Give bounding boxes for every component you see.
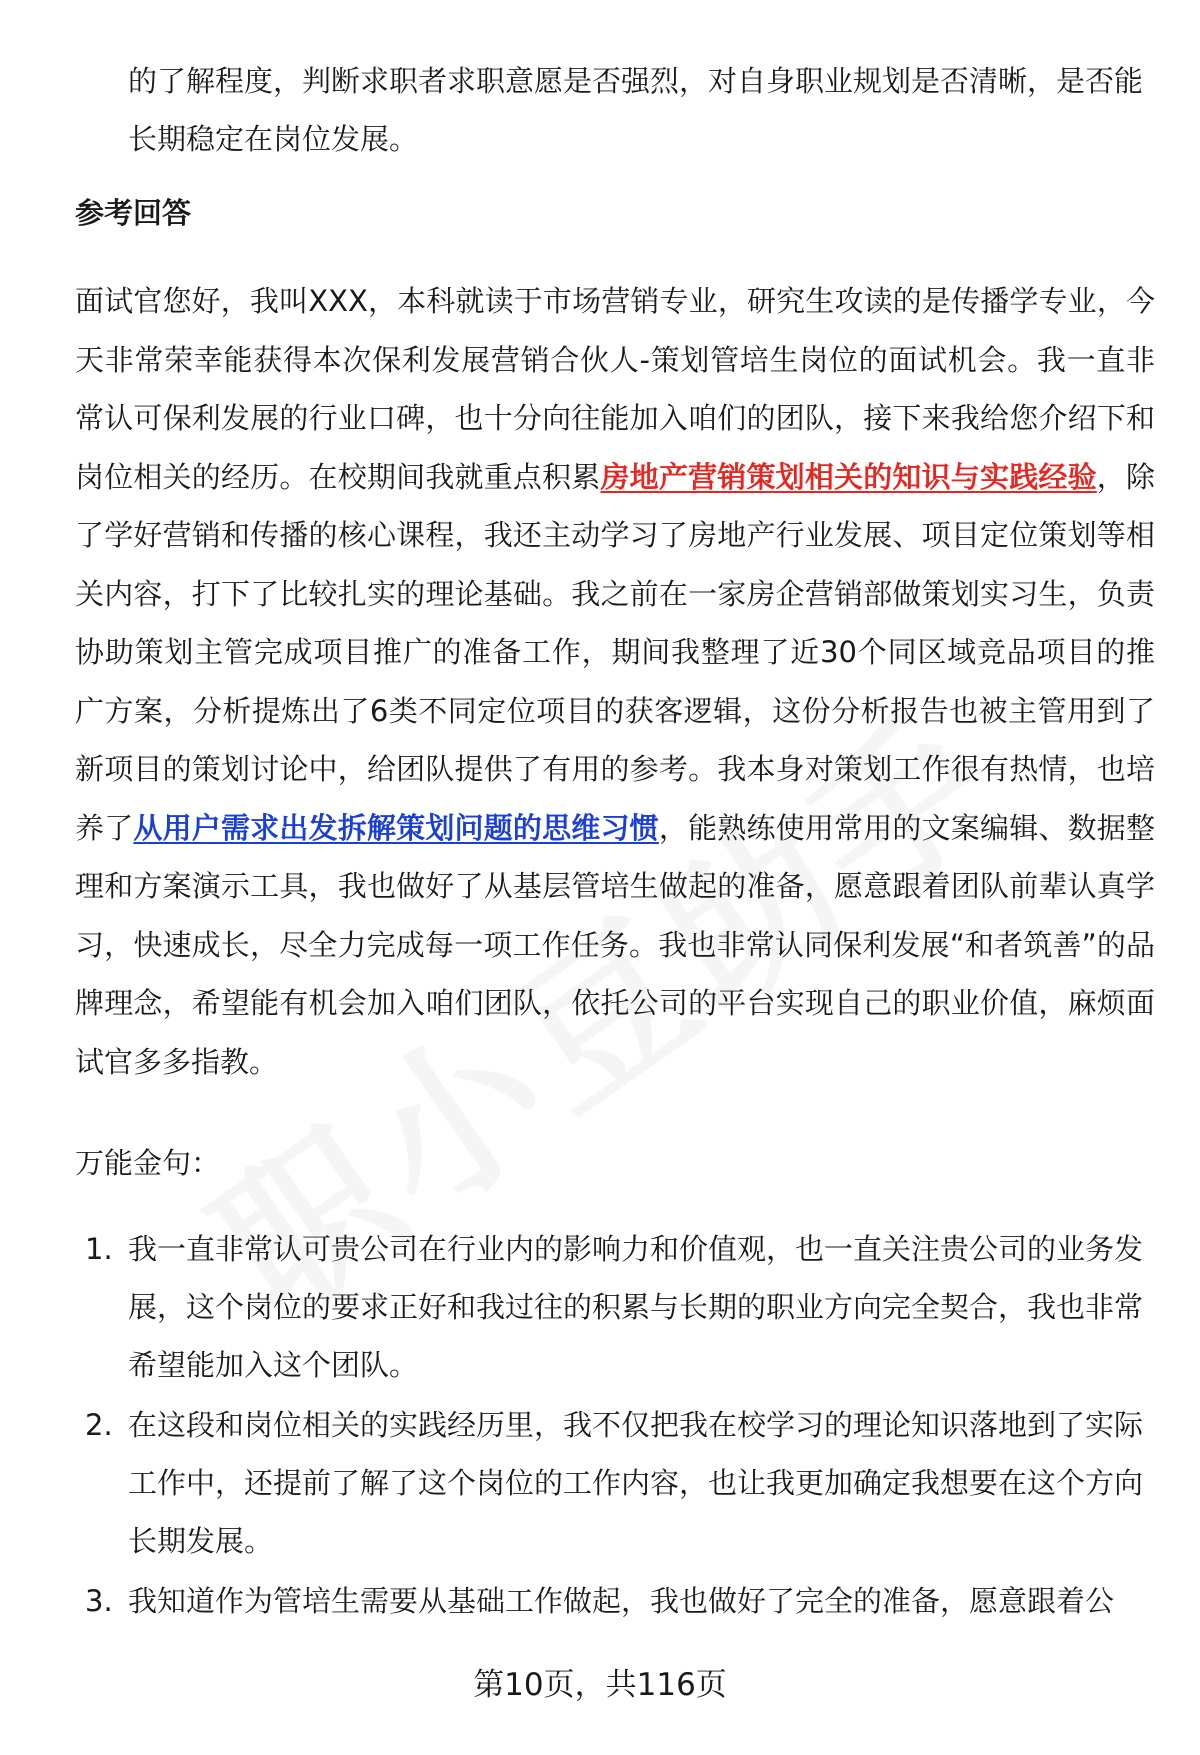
highlight-blue: 从用户需求出发拆解策划问题的思维习惯 — [133, 810, 659, 845]
intro-paragraph: 的了解程度，判断求职者求职意愿是否强烈，对自身职业规划是否清晰，是否能长期稳定在岗位发展。 — [128, 64, 1144, 156]
list-item — [75, 1572, 1155, 1630]
answer-text-part1: 面试官您好，我叫XXX，本科就读于市场营销专业，研究生攻读的是传播学专业，今天非常荣幸能获得本次保利发展营销合伙人-策划管培生岗位的面试机会。我一直非常认可保利发展的行业口碑，也十分向往能加入咱们的团队，接下来我给您介绍下和岗位相关的经历。在校期间我就重点积累 — [75, 284, 1155, 494]
highlight-red: 房地产营销策划相关的知识与实践经验 — [600, 459, 1097, 494]
answer-text-part2: ，除了学好营销和传播的核心课程，我还主动学习了房地产行业发展、项目定位策划等相关内容，打下了比较扎实的理论基础。我之前在一家房企营销部做策划实习生，负责协助策划主管完成项目推广的准备工作，期间我整理了近30个同区域竞品项目的推广方案，分析提炼出了6类不同定位项目的获客逻辑，这份分析报告也被主管用到了新项目的策划讨论中，给团队提供了有用的参考。我本身对策划工作很有热情，也培养了 — [75, 459, 1155, 845]
page-number: 第10页，共116页 — [473, 1667, 727, 1703]
answer-text-part3: ，能熟练使用常用的文案编辑、数据整理和方案演示工具，我也做好了从基层管培生做起的准备，愿意跟着团队前辈认真学习，快速成长，尽全力完成每一项工作任务。我也非常认同保利发展“和者筑善”的品牌理念，希望能有机会加入咱们团队，依托公司的平台实现自己的职业价值，麻烦面试官多多指教。 — [75, 810, 1155, 1079]
list-item-text: 我一直非常认可贵公司在行业内的影响力和价值观，也一直关注贵公司的业务发展，这个岗位的要求正好和我过往的积累与长期的职业方向完全契合，我也非常希望能加入这个团队。 — [128, 1232, 1144, 1382]
golden-sentences-label: 万能金句： — [75, 1146, 221, 1180]
golden-sentences-list — [75, 1220, 1155, 1632]
section-heading: 参考回答 — [75, 196, 192, 230]
answer-paragraph — [75, 272, 1155, 1091]
list-number: 2. — [85, 1408, 113, 1442]
list-number: 3. — [85, 1584, 113, 1618]
list-item-text: 我知道作为管培生需要从基础工作做起，我也做好了完全的准备，愿意跟着公 — [128, 1584, 1115, 1618]
list-item — [75, 1396, 1155, 1570]
list-item-text: 在这段和岗位相关的实践经历里，我不仅把我在校学习的理论知识落地到了实际工作中，还提前了解了这个岗位的工作内容，也让我更加确定我想要在这个方向长期发展。 — [128, 1408, 1144, 1558]
list-number: 1. — [85, 1232, 113, 1266]
list-item — [75, 1220, 1155, 1394]
